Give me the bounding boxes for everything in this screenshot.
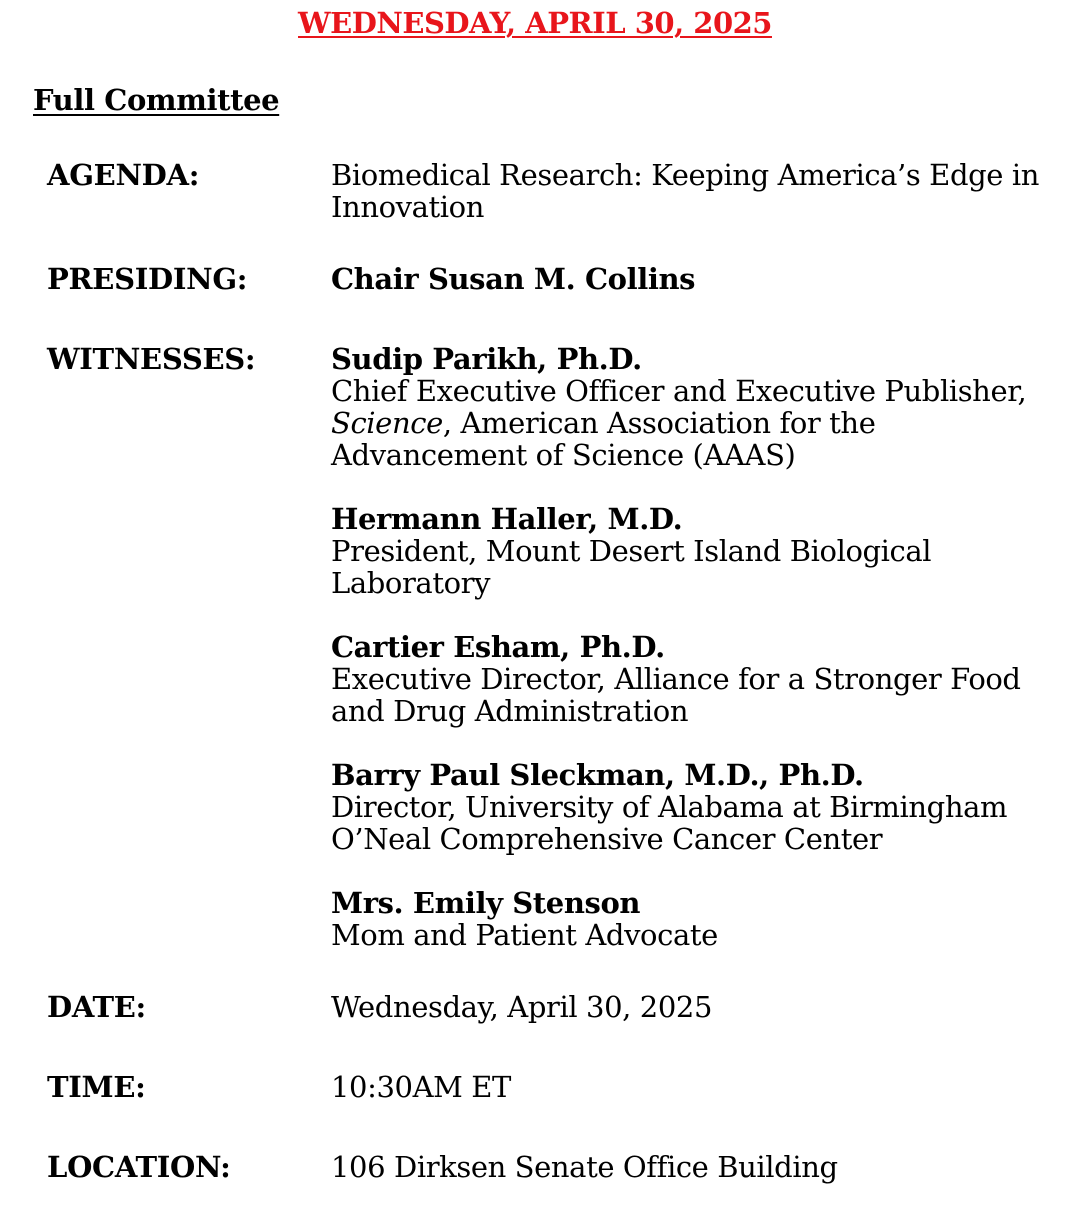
location-value: 106 Dirksen Senate Office Building bbox=[331, 1150, 838, 1184]
witness-title: President, Mount Desert Island Biological Laboratory bbox=[331, 534, 932, 600]
date-label: DATE: bbox=[47, 990, 146, 1024]
committee-heading: Full Committee bbox=[33, 83, 280, 117]
agenda-label: AGENDA: bbox=[47, 158, 200, 192]
witness-item bbox=[331, 887, 1041, 951]
witness-name: Mrs. Emily Stenson bbox=[331, 886, 641, 920]
witness-title: Mom and Patient Advocate bbox=[331, 918, 718, 952]
presiding-value: Chair Susan M. Collins bbox=[331, 262, 696, 296]
time-label: TIME: bbox=[47, 1070, 146, 1104]
witness-list bbox=[331, 343, 1041, 983]
witness-item bbox=[331, 759, 1041, 855]
witness-item bbox=[331, 631, 1041, 727]
witness-name: Cartier Esham, Ph.D. bbox=[331, 630, 665, 664]
witness-name: Hermann Haller, M.D. bbox=[331, 502, 683, 536]
time-value: 10:30AM ET bbox=[331, 1070, 511, 1104]
witness-name: Sudip Parikh, Ph.D. bbox=[331, 342, 642, 376]
witnesses-label: WITNESSES: bbox=[47, 342, 256, 376]
agenda-value: Biomedical Research: Keeping America’s Edge in Innovation bbox=[331, 158, 1040, 224]
presiding-label: PRESIDING: bbox=[47, 262, 248, 296]
date-heading: WEDNESDAY, APRIL 30, 2025 bbox=[298, 6, 772, 40]
witness-name: Barry Paul Sleckman, M.D., Ph.D. bbox=[331, 758, 864, 792]
witness-title: Executive Director, Alliance for a Stronger Food and Drug Administration bbox=[331, 662, 1021, 728]
witness-title: Director, University of Alabama at Birmingham O’Neal Comprehensive Cancer Center bbox=[331, 790, 1008, 856]
location-label: LOCATION: bbox=[47, 1150, 231, 1184]
witness-item bbox=[331, 343, 1041, 471]
witness-item bbox=[331, 503, 1041, 599]
witness-title: Chief Executive Officer and Executive Publisher, Science, American Association for the Advancement of Science (AAAS) bbox=[331, 374, 1027, 472]
date-value: Wednesday, April 30, 2025 bbox=[331, 990, 712, 1024]
